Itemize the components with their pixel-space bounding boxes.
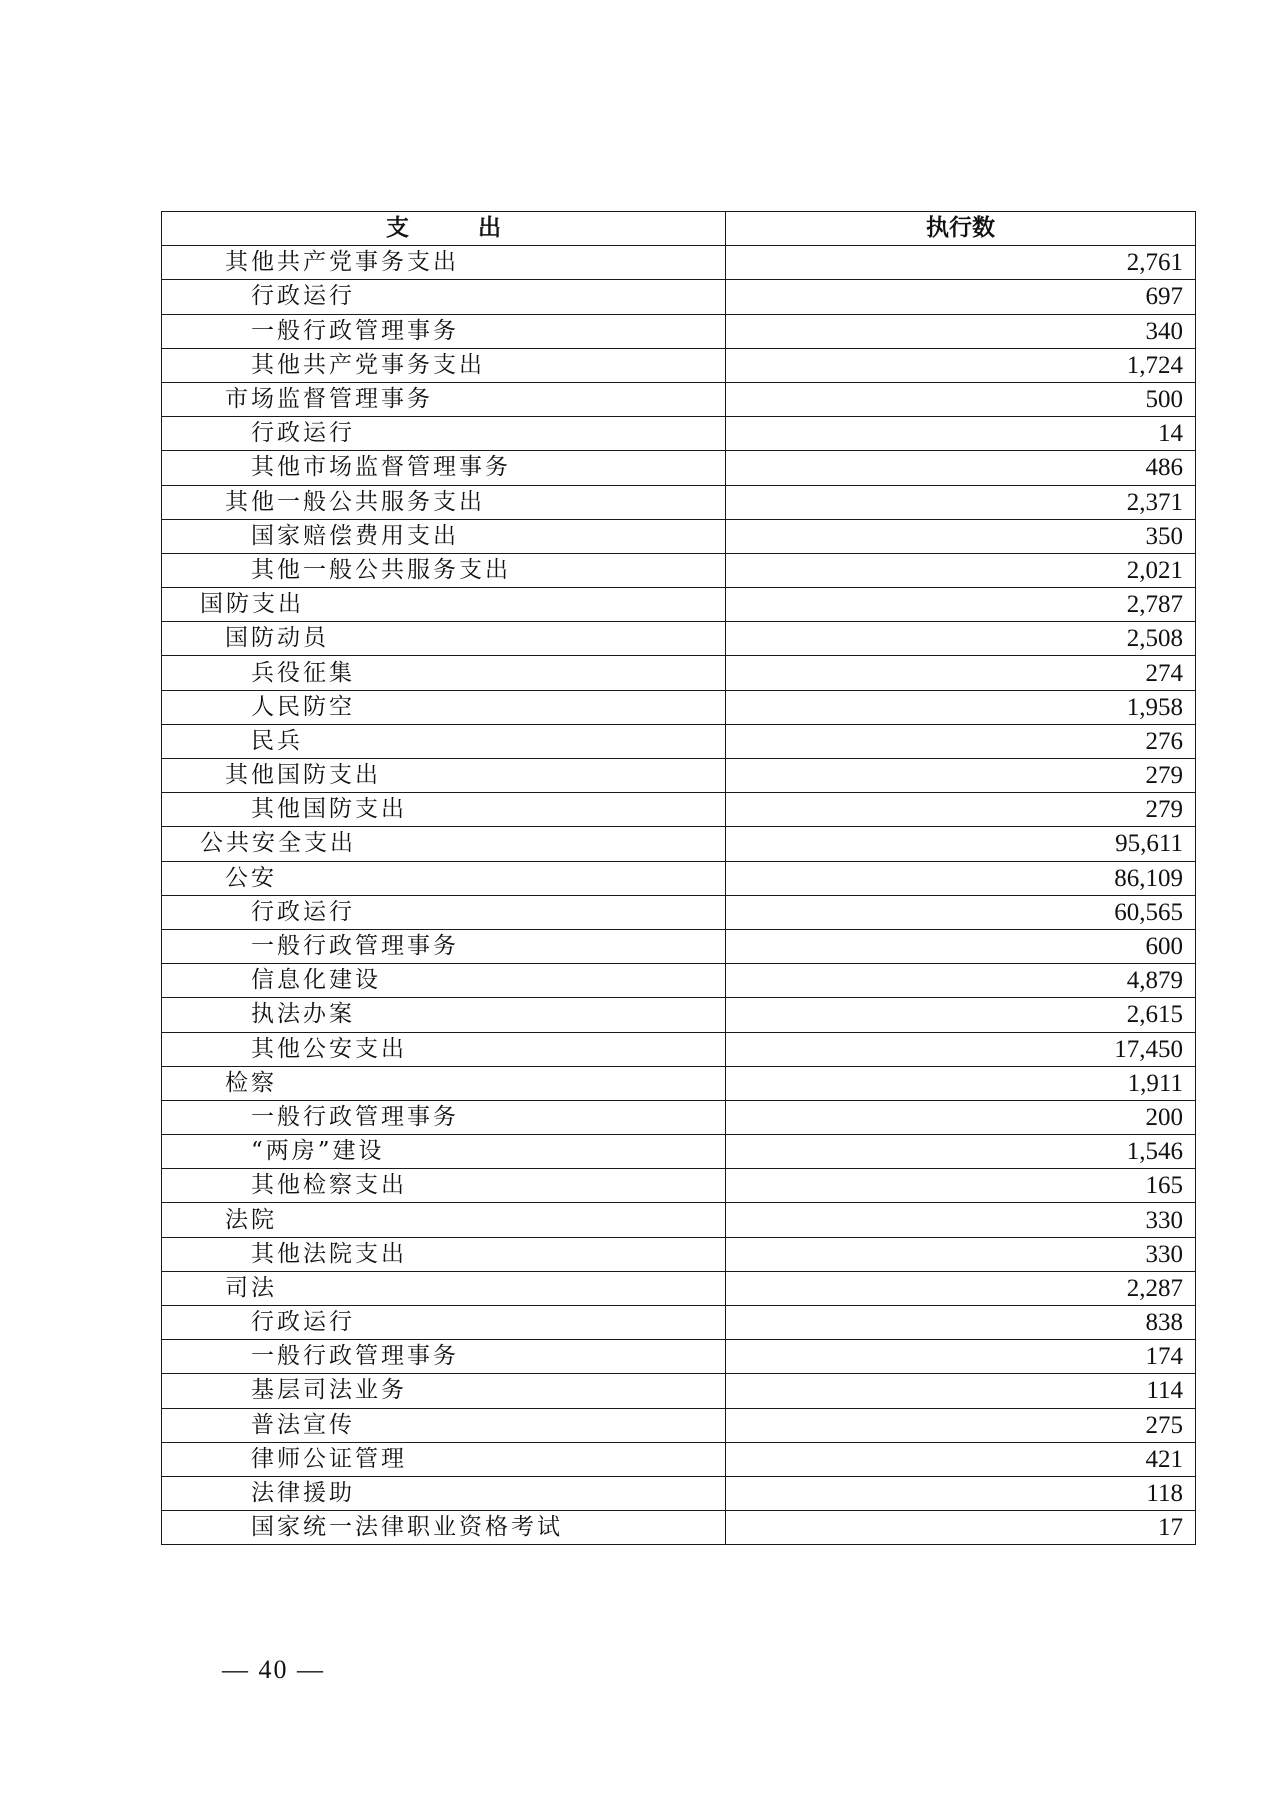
row-executed-value: 200 (726, 1100, 1196, 1134)
table-row (162, 861, 1196, 895)
row-item-name: 司法 (162, 1271, 726, 1305)
row-executed-value: 2,287 (726, 1271, 1196, 1305)
row-item-name: 其他共产党事务支出 (162, 246, 726, 280)
table-row (162, 1135, 1196, 1169)
expenditure-table (161, 211, 1196, 1545)
table-row (162, 964, 1196, 998)
table-row (162, 451, 1196, 485)
table-row (162, 759, 1196, 793)
page-number: — 40 — (222, 1655, 325, 1684)
row-executed-value: 174 (726, 1340, 1196, 1374)
row-item-name: 一般行政管理事务 (162, 929, 726, 963)
row-item-name: 检察 (162, 1066, 726, 1100)
row-executed-value: 279 (726, 793, 1196, 827)
row-item-name: 执法办案 (162, 998, 726, 1032)
row-executed-value: 2,615 (726, 998, 1196, 1032)
table-row (162, 1066, 1196, 1100)
row-item-name: 兵役征集 (162, 656, 726, 690)
row-executed-value: 340 (726, 314, 1196, 348)
row-item-name: 其他市场监督管理事务 (162, 451, 726, 485)
table-row (162, 1271, 1196, 1305)
table-body (162, 246, 1196, 1545)
row-item-name: 律师公证管理 (162, 1442, 726, 1476)
table-header-row (162, 212, 1196, 246)
row-item-name: 行政运行 (162, 280, 726, 314)
row-executed-value: 274 (726, 656, 1196, 690)
row-executed-value: 1,958 (726, 690, 1196, 724)
table-row (162, 485, 1196, 519)
row-executed-value: 2,371 (726, 485, 1196, 519)
table-row (162, 519, 1196, 553)
header-executed: 执行数 (726, 212, 1196, 246)
row-item-name: 信息化建设 (162, 964, 726, 998)
row-executed-value: 2,787 (726, 588, 1196, 622)
row-executed-value: 60,565 (726, 895, 1196, 929)
row-executed-value: 279 (726, 759, 1196, 793)
table-row (162, 1408, 1196, 1442)
table-row (162, 1476, 1196, 1510)
row-item-name: 其他国防支出 (162, 759, 726, 793)
row-item-name: 其他公安支出 (162, 1032, 726, 1066)
row-executed-value: 350 (726, 519, 1196, 553)
table-row (162, 1203, 1196, 1237)
row-item-name: 其他一般公共服务支出 (162, 553, 726, 587)
table-row (162, 1511, 1196, 1545)
row-executed-value: 838 (726, 1306, 1196, 1340)
row-executed-value: 330 (726, 1237, 1196, 1271)
table-row (162, 1169, 1196, 1203)
row-executed-value: 114 (726, 1374, 1196, 1408)
table-row (162, 1237, 1196, 1271)
expenditure-table-container (161, 211, 1195, 1545)
row-item-name: 其他法院支出 (162, 1237, 726, 1271)
table-row (162, 793, 1196, 827)
table-row (162, 656, 1196, 690)
table-row (162, 382, 1196, 416)
row-item-name: 普法宣传 (162, 1408, 726, 1442)
row-item-name: 市场监督管理事务 (162, 382, 726, 416)
row-executed-value: 500 (726, 382, 1196, 416)
row-item-name: 一般行政管理事务 (162, 1100, 726, 1134)
row-item-name: 公安 (162, 861, 726, 895)
row-item-name: 基层司法业务 (162, 1374, 726, 1408)
row-executed-value: 1,911 (726, 1066, 1196, 1100)
row-executed-value: 86,109 (726, 861, 1196, 895)
table-row (162, 1374, 1196, 1408)
row-item-name: 其他检察支出 (162, 1169, 726, 1203)
row-item-name: 法院 (162, 1203, 726, 1237)
table-row (162, 1442, 1196, 1476)
table-row (162, 246, 1196, 280)
row-executed-value: 330 (726, 1203, 1196, 1237)
row-executed-value: 17 (726, 1511, 1196, 1545)
row-executed-value: 275 (726, 1408, 1196, 1442)
row-item-name: 国防动员 (162, 622, 726, 656)
header-expenditure: 支 出 (162, 212, 726, 246)
row-item-name: 其他一般公共服务支出 (162, 485, 726, 519)
row-executed-value: 2,021 (726, 553, 1196, 587)
row-executed-value: 486 (726, 451, 1196, 485)
table-row (162, 1032, 1196, 1066)
table-row (162, 690, 1196, 724)
row-executed-value: 1,546 (726, 1135, 1196, 1169)
row-executed-value: 1,724 (726, 348, 1196, 382)
row-item-name: “两房”建设 (162, 1135, 726, 1169)
table-row (162, 314, 1196, 348)
row-item-name: 其他国防支出 (162, 793, 726, 827)
row-executed-value: 600 (726, 929, 1196, 963)
table-row (162, 553, 1196, 587)
table-row (162, 998, 1196, 1032)
row-executed-value: 421 (726, 1442, 1196, 1476)
table-row (162, 1340, 1196, 1374)
table-row (162, 895, 1196, 929)
table-row (162, 348, 1196, 382)
table-row (162, 622, 1196, 656)
row-item-name: 一般行政管理事务 (162, 314, 726, 348)
row-executed-value: 95,611 (726, 827, 1196, 861)
row-item-name: 国防支出 (162, 588, 726, 622)
row-item-name: 国家赔偿费用支出 (162, 519, 726, 553)
table-row (162, 280, 1196, 314)
row-executed-value: 276 (726, 724, 1196, 758)
table-row (162, 417, 1196, 451)
row-item-name: 行政运行 (162, 1306, 726, 1340)
row-item-name: 法律援助 (162, 1476, 726, 1510)
row-executed-value: 2,508 (726, 622, 1196, 656)
row-executed-value: 118 (726, 1476, 1196, 1510)
row-item-name: 行政运行 (162, 417, 726, 451)
row-item-name: 行政运行 (162, 895, 726, 929)
row-executed-value: 17,450 (726, 1032, 1196, 1066)
row-item-name: 其他共产党事务支出 (162, 348, 726, 382)
row-executed-value: 4,879 (726, 964, 1196, 998)
table-row (162, 827, 1196, 861)
table-row (162, 588, 1196, 622)
row-executed-value: 165 (726, 1169, 1196, 1203)
row-executed-value: 14 (726, 417, 1196, 451)
table-row (162, 1100, 1196, 1134)
table-row (162, 929, 1196, 963)
row-executed-value: 2,761 (726, 246, 1196, 280)
table-row (162, 724, 1196, 758)
row-item-name: 民兵 (162, 724, 726, 758)
row-item-name: 一般行政管理事务 (162, 1340, 726, 1374)
row-executed-value: 697 (726, 280, 1196, 314)
row-item-name: 人民防空 (162, 690, 726, 724)
row-item-name: 国家统一法律职业资格考试 (162, 1511, 726, 1545)
row-item-name: 公共安全支出 (162, 827, 726, 861)
table-row (162, 1306, 1196, 1340)
